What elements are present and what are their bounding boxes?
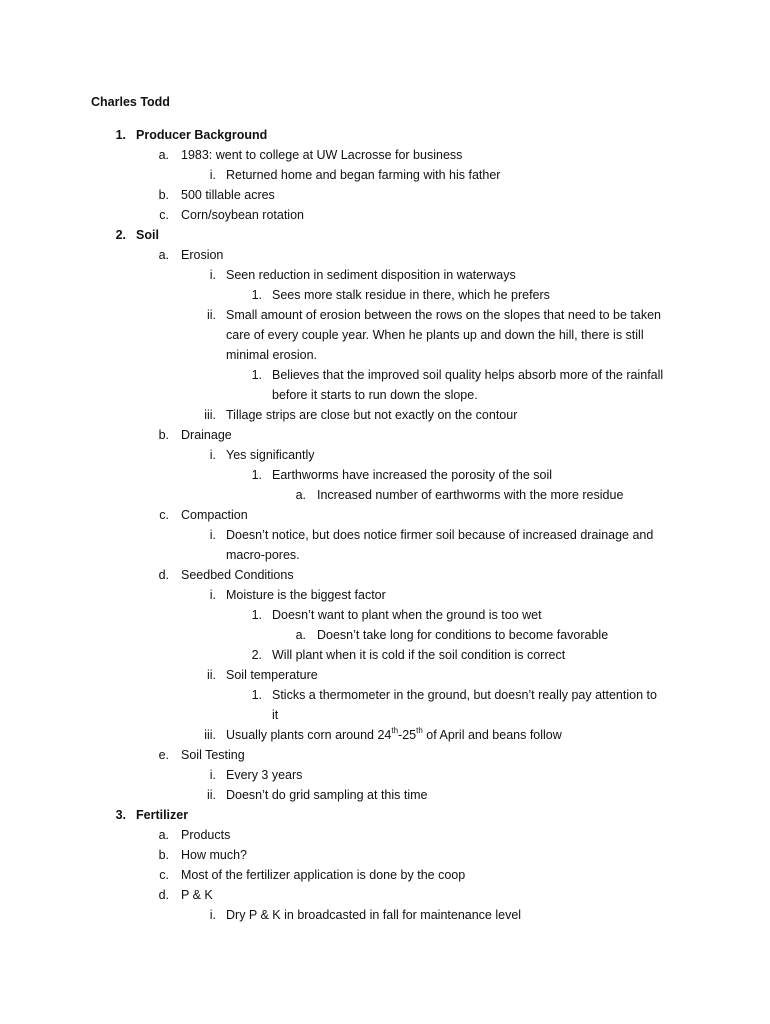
line-text: Soil Testing	[181, 748, 245, 762]
line-text: Products	[181, 828, 231, 842]
list-marker: i.	[209, 588, 216, 602]
line-text: macro-pores.	[226, 548, 300, 562]
line-text	[226, 725, 562, 745]
list-marker: b.	[158, 188, 169, 202]
line-text: Fertilizer	[136, 808, 189, 822]
line-text: Soil temperature	[226, 668, 318, 682]
list-marker: b.	[158, 428, 169, 442]
line-text: How much?	[181, 848, 247, 862]
list-marker: i.	[209, 168, 216, 182]
list-marker: i.	[209, 268, 216, 282]
line-text: Every 3 years	[226, 768, 303, 782]
line-text: before it starts to run down the slope.	[272, 388, 478, 402]
list-marker: 1.	[115, 128, 126, 142]
superscript-text: th	[391, 725, 399, 735]
list-marker: c.	[159, 508, 169, 522]
text-segment: of April and beans follow	[422, 728, 562, 742]
line-text: Seedbed Conditions	[181, 568, 294, 582]
line-text: Increased number of earthworms with the more residue	[317, 488, 624, 502]
list-marker: 2.	[251, 648, 262, 662]
line-text: Dry P & K in broadcasted in fall for maintenance level	[226, 908, 522, 922]
text-segment: -25	[398, 728, 417, 742]
list-marker: 3.	[115, 808, 126, 822]
list-marker: 1.	[251, 288, 262, 302]
line-text: 500 tillable acres	[181, 188, 275, 202]
line-text: Seen reduction in sediment disposition in waterways	[226, 268, 516, 282]
list-marker: e.	[158, 748, 169, 762]
list-marker: b.	[158, 848, 169, 862]
line-text: Sticks a thermometer in the ground, but doesn’t really pay attention to	[272, 688, 657, 702]
line-text: Tillage strips are close but not exactly on the contour	[226, 408, 518, 422]
list-marker: a.	[158, 148, 169, 162]
line-text: Producer Background	[136, 128, 268, 142]
line-text: Doesn’t notice, but does notice firmer soil because of increased drainage and	[226, 528, 654, 542]
line-text: Earthworms have increased the porosity of the soil	[272, 468, 552, 482]
line-text: Erosion	[181, 248, 224, 262]
list-marker: d.	[158, 568, 169, 582]
list-marker: ii.	[206, 308, 216, 322]
list-marker: iii.	[204, 728, 216, 742]
line-text: Returned home and began farming with his father	[226, 168, 501, 182]
list-marker: iii.	[204, 408, 216, 422]
document-title: Charles Todd	[91, 95, 170, 109]
list-marker: i.	[209, 528, 216, 542]
superscript-text: th	[416, 725, 423, 735]
line-text: Will plant when it is cold if the soil condition is correct	[272, 648, 566, 662]
list-marker: 1.	[251, 468, 262, 482]
list-marker: 1.	[251, 368, 262, 382]
list-marker: c.	[159, 208, 169, 222]
line-text: Believes that the improved soil quality helps absorb more of the rainfall	[272, 368, 664, 382]
line-text: it	[272, 708, 279, 722]
list-marker: a.	[158, 828, 169, 842]
list-marker: d.	[158, 888, 169, 902]
line-text: Drainage	[181, 428, 232, 442]
list-marker: a.	[158, 248, 169, 262]
list-marker: ii.	[206, 788, 216, 802]
line-text: Compaction	[181, 508, 248, 522]
line-text: Yes significantly	[226, 448, 315, 462]
list-marker: i.	[209, 908, 216, 922]
line-text: Soil	[136, 228, 159, 242]
line-text: 1983: went to college at UW Lacrosse for business	[181, 148, 463, 162]
line-text: Doesn’t do grid sampling at this time	[226, 788, 428, 802]
list-marker: a.	[295, 628, 306, 642]
list-marker: a.	[295, 488, 306, 502]
text-segment: Usually plants corn around 24	[226, 728, 392, 742]
line-text: Moisture is the biggest factor	[226, 588, 386, 602]
line-text: Small amount of erosion between the rows on the slopes that need to be taken	[226, 308, 661, 322]
list-marker: 2.	[115, 228, 126, 242]
list-marker: i.	[209, 448, 216, 462]
line-text: care of every couple year. When he plants up and down the hill, there is still	[226, 328, 644, 342]
line-text: minimal erosion.	[226, 348, 318, 362]
line-text: Most of the fertilizer application is done by the coop	[181, 868, 466, 882]
list-marker: 1.	[251, 608, 262, 622]
line-text: P & K	[181, 888, 213, 902]
line-text: Sees more stalk residue in there, which he prefers	[272, 288, 550, 302]
line-text: Doesn’t want to plant when the ground is too wet	[272, 608, 542, 622]
line-text: Corn/soybean rotation	[181, 208, 304, 222]
list-marker: c.	[159, 868, 169, 882]
list-marker: 1.	[251, 688, 262, 702]
list-marker: ii.	[206, 668, 216, 682]
line-text: Doesn’t take long for conditions to become favorable	[317, 628, 609, 642]
list-marker: i.	[209, 768, 216, 782]
